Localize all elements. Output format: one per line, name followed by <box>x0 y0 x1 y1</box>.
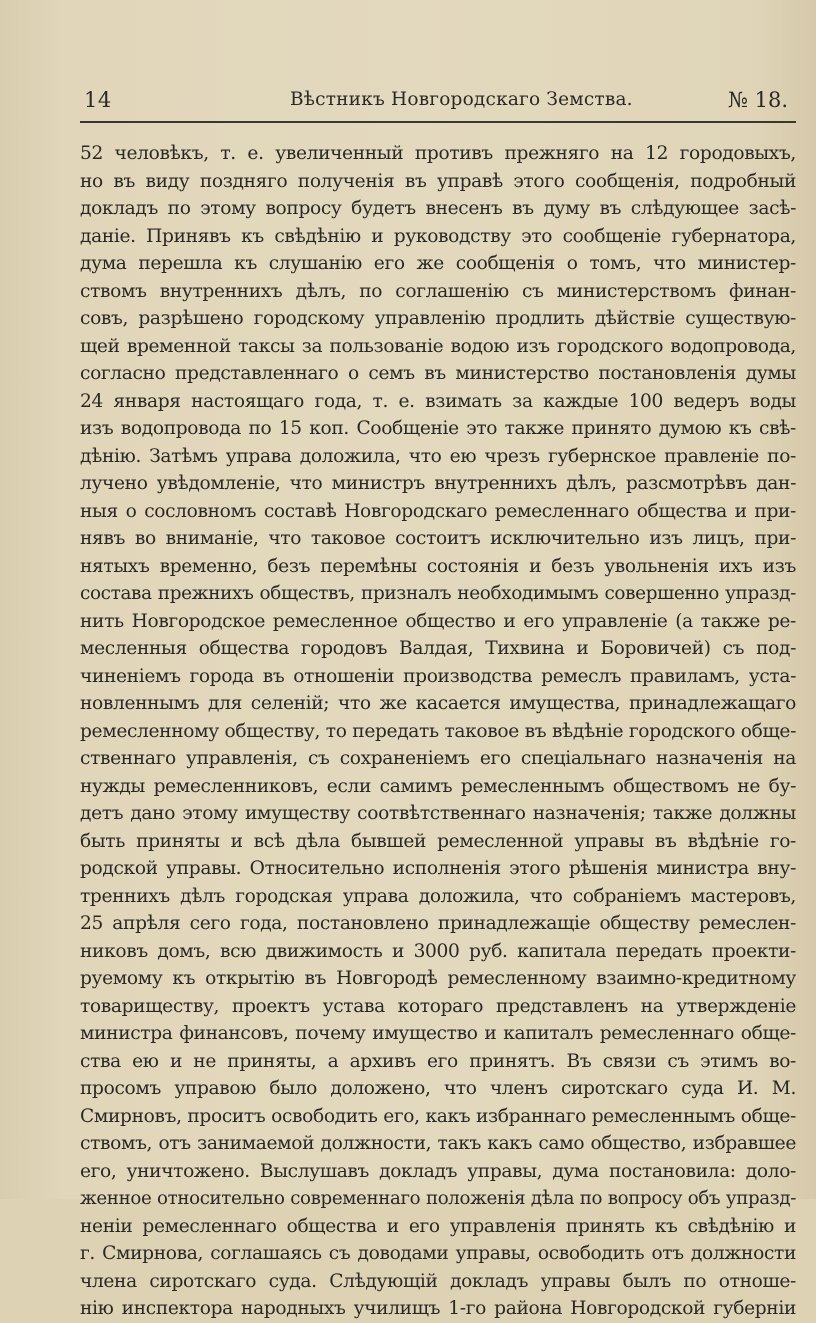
text-line: руемому къ открытію въ Новгородѣ ремесленному взаимно-кредитному <box>80 968 796 989</box>
text-line: его, уничтожено. Выслушавъ докладъ управы, дума постановила: доло- <box>80 1160 796 1182</box>
text-line: даніе. Принявъ къ свѣдѣнію и руководству это сообщеніе губернатора, <box>80 225 796 247</box>
page-header <box>80 88 796 118</box>
journal-title: Вѣстникъ Новгородскаго Земства. <box>290 89 633 110</box>
text-line: изъ водопровода по 15 коп. Сообщеніе это также принято думою къ свѣ- <box>80 418 796 439</box>
text-line: родской управы. Относительно исполненія этого рѣшенія министра вну- <box>80 858 796 879</box>
text-line: 52 человѣкъ, т. е. увеличенный противъ прежняго на 12 городовыхъ, <box>80 143 796 164</box>
page-number: 14 <box>84 88 112 112</box>
text-line: ства ею и не приняты, а архивъ его принятъ. Въ связи съ этимъ во- <box>80 1050 796 1072</box>
issue-number: № 18. <box>728 88 788 112</box>
text-line: нявъ во вниманіе, что таковое состоитъ исключительно изъ лицъ, при- <box>80 528 796 549</box>
text-line: докладъ по этому вопросу будетъ внесенъ въ думу въ слѣдующее засѣ- <box>80 198 796 219</box>
text-line: женное относительно современнаго положенія дѣла по вопросу объ упразд- <box>80 1188 796 1209</box>
text-line: детъ дано этому имуществу соотвѣтственнаго назначенія; также должны <box>80 803 796 824</box>
text-line: месленныя общества городовъ Валдая, Тихвина и Боровичей) съ под- <box>80 638 796 659</box>
text-line: нятыхъ временно, безъ перемѣны состоянія и безъ увольненія ихъ изъ <box>80 555 796 577</box>
text-line: дѣнію. Затѣмъ управа доложила, что ею чрезъ губернское правленіе по- <box>80 445 796 467</box>
body-text <box>80 140 796 1323</box>
text-line: дума перешла къ слушанію его же сообщенія о томъ, что министер- <box>80 253 796 274</box>
text-line: совъ, разрѣшено городскому управленію продлить дѣйствіе существую- <box>80 308 796 329</box>
text-line: Смирновъ, проситъ освободить его, какъ избраннаго ремесленнымъ обще- <box>80 1105 796 1127</box>
text-line: 25 апрѣля сего года, постановлено принадлежащіе обществу ремеслен- <box>80 913 796 934</box>
text-line: товариществу, проектъ устава котораго представленъ на утвержденіе <box>80 995 796 1017</box>
text-line: новленнымъ для селеній; что же касается имущества, принадлежащаго <box>80 693 796 714</box>
header-divider <box>80 121 796 123</box>
text-line: состава прежнихъ обществъ, призналъ необходимымъ совершенно упразд- <box>80 583 796 604</box>
text-line: ныя о сословномъ составѣ Новгородскаго ремесленнаго общества и при- <box>80 500 796 522</box>
text-line: просомъ управою было доложено, что членъ сиротскаго суда И. М. <box>80 1078 796 1099</box>
text-line: ствомъ, отъ занимаемой должности, такъ какъ само общество, избравшее <box>80 1133 796 1154</box>
text-line: члена сиротскаго суда. Слѣдующій докладъ управы былъ по отноше- <box>80 1270 796 1292</box>
text-line: быть приняты и всѣ дѣла бывшей ремесленной управы въ вѣдѣніе го- <box>80 830 796 852</box>
text-line: но въ виду поздняго полученія въ управѣ этого сообщенія, подробный <box>80 170 796 192</box>
text-line: нить Новгородское ремесленное общество и его управленіе (а также ре- <box>80 610 796 632</box>
text-line: 24 января настоящаго года, т. е. взимать за каждые 100 ведеръ воды <box>80 390 796 412</box>
text-line: министра финансовъ, почему имущество и капиталъ ремесленнаго обще- <box>80 1023 796 1044</box>
text-line: чиненіемъ города въ отношеніи производства ремеслъ правиламъ, уста- <box>80 665 796 687</box>
text-line: г. Смирнова, соглашаясь съ доводами управы, освободить отъ должности <box>80 1243 796 1264</box>
text-line: согласно представленнаго о семъ въ министерство постановленія думы <box>80 363 796 384</box>
text-line: ственнаго управленія, съ сохраненіемъ его спеціальнаго назначенія на <box>80 748 796 769</box>
text-line: никовъ домъ, всю движимость и 3000 руб. капитала передать проекти- <box>80 940 796 962</box>
text-line: нужды ремесленниковъ, если самимъ ремесленнымъ обществомъ не бу- <box>80 775 796 797</box>
text-line: щей временной таксы за пользованіе водою изъ городского водопровода, <box>80 335 796 357</box>
text-line: неніи ремесленнаго общества и его управленія принять къ свѣдѣнію и <box>80 1215 796 1237</box>
text-line: лучено увѣдомленіе, что министръ внутреннихъ дѣлъ, разсмотрѣвъ дан- <box>80 473 796 494</box>
text-line: ремесленному обществу, то передать таковое въ вѣдѣніе городского обще- <box>80 720 796 742</box>
text-line: ствомъ внутреннихъ дѣлъ, по соглашенію съ министерствомъ финан- <box>80 280 796 302</box>
text-line: треннихъ дѣлъ городская управа доложила, что собраніемъ мастеровъ, <box>80 885 796 907</box>
text-line: нію инспектора народныхъ училищъ 1-го района Новгородской губерніи <box>80 1298 796 1319</box>
